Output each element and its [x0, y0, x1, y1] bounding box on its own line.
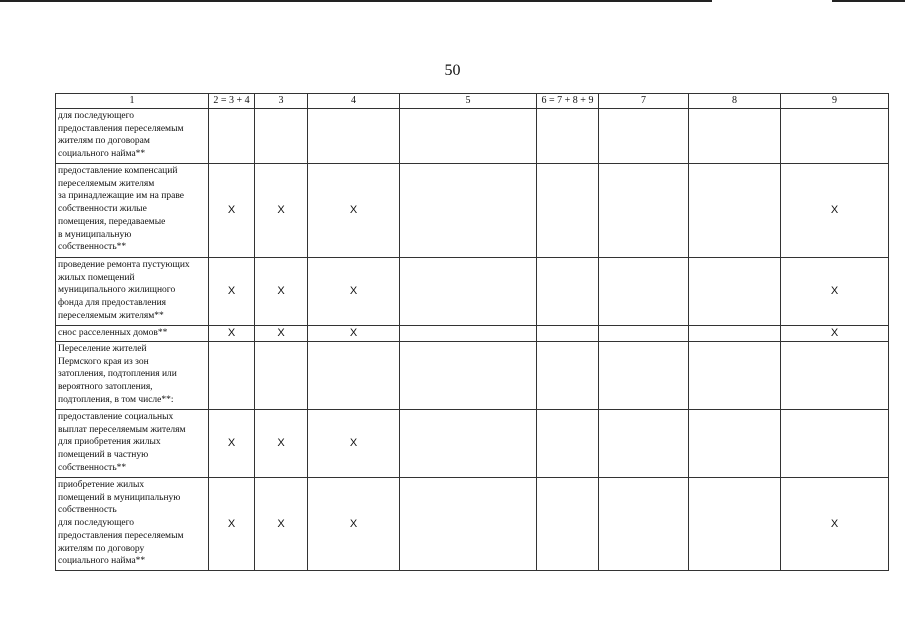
cell-col4 — [308, 109, 400, 164]
cell-col7 — [599, 410, 689, 478]
row-label: для последующего предоставления переселяемым жителям по договорам социального найма** — [56, 109, 209, 164]
cell-col6 — [537, 109, 599, 164]
cell-col8 — [689, 410, 781, 478]
cell-col9 — [781, 410, 889, 478]
table-row — [56, 342, 889, 410]
cell-col5 — [400, 258, 537, 326]
cell-col4: X — [308, 258, 400, 326]
header-cell: 7 — [599, 94, 689, 109]
cell-col2: X — [209, 164, 255, 258]
cell-col2: X — [209, 410, 255, 478]
cell-col3: X — [255, 164, 308, 258]
cell-col9 — [781, 342, 889, 410]
cell-col7 — [599, 258, 689, 326]
top-border-gap — [712, 0, 832, 2]
cell-col5 — [400, 478, 537, 571]
cell-col6 — [537, 342, 599, 410]
cell-col7 — [599, 342, 689, 410]
header-cell: 9 — [781, 94, 889, 109]
cell-col6 — [537, 326, 599, 342]
data-table — [55, 93, 889, 571]
cell-col5 — [400, 164, 537, 258]
cell-col9: X — [781, 478, 889, 571]
cell-col3: X — [255, 410, 308, 478]
cell-col9: X — [781, 164, 889, 258]
cell-col2: X — [209, 258, 255, 326]
cell-col7 — [599, 326, 689, 342]
cell-col4: X — [308, 478, 400, 571]
cell-col3: X — [255, 258, 308, 326]
cell-col5 — [400, 326, 537, 342]
page-number: 50 — [444, 62, 461, 79]
cell-col3: X — [255, 478, 308, 571]
table-row — [56, 410, 889, 478]
cell-col3 — [255, 109, 308, 164]
cell-col9 — [781, 109, 889, 164]
cell-col6 — [537, 164, 599, 258]
header-cell: 2 = 3 + 4 — [209, 94, 255, 109]
header-cell: 3 — [255, 94, 308, 109]
cell-col8 — [689, 258, 781, 326]
header-cell: 4 — [308, 94, 400, 109]
cell-col5 — [400, 109, 537, 164]
cell-col2 — [209, 109, 255, 164]
cell-col9: X — [781, 326, 889, 342]
row-label: предоставление социальных выплат переселяемым жителям для приобретения жилых помещений в частную собственность** — [56, 410, 209, 478]
cell-col4: X — [308, 164, 400, 258]
header-row — [56, 94, 889, 109]
row-label: проведение ремонта пустующих жилых помещений муниципального жилищного фонда для предоставления переселяемым жителям** — [56, 258, 209, 326]
cell-col5 — [400, 410, 537, 478]
cell-col9: X — [781, 258, 889, 326]
cell-col8 — [689, 164, 781, 258]
cell-col7 — [599, 109, 689, 164]
cell-col6 — [537, 410, 599, 478]
cell-col8 — [689, 109, 781, 164]
table-row — [56, 326, 889, 342]
cell-col4: X — [308, 410, 400, 478]
cell-col3 — [255, 342, 308, 410]
cell-col3: X — [255, 326, 308, 342]
cell-col7 — [599, 478, 689, 571]
row-label: приобретение жилых помещений в муниципальную собственность для последующего предоставления переселяемым жителям по договору социального найма** — [56, 478, 209, 571]
cell-col4 — [308, 342, 400, 410]
cell-col5 — [400, 342, 537, 410]
cell-col2: X — [209, 478, 255, 571]
cell-col7 — [599, 164, 689, 258]
cell-col6 — [537, 478, 599, 571]
cell-col8 — [689, 326, 781, 342]
row-label: предоставление компенсаций переселяемым жителям за принадлежащие им на праве собственности жилые помещения, передаваемые в муниципальную собственность** — [56, 164, 209, 258]
table-row — [56, 258, 889, 326]
row-label: Переселение жителей Пермского края из зон затопления, подтопления или вероятного затопления, подтопления, в том числе**: — [56, 342, 209, 410]
table-row — [56, 478, 889, 571]
cell-col8 — [689, 478, 781, 571]
table-row — [56, 109, 889, 164]
header-cell: 8 — [689, 94, 781, 109]
header-cell: 5 — [400, 94, 537, 109]
cell-col8 — [689, 342, 781, 410]
cell-col2 — [209, 342, 255, 410]
header-cell: 6 = 7 + 8 + 9 — [537, 94, 599, 109]
row-label: снос расселенных домов** — [56, 326, 209, 342]
table-row — [56, 164, 889, 258]
header-cell: 1 — [56, 94, 209, 109]
cell-col2: X — [209, 326, 255, 342]
cell-col6 — [537, 258, 599, 326]
cell-col4: X — [308, 326, 400, 342]
